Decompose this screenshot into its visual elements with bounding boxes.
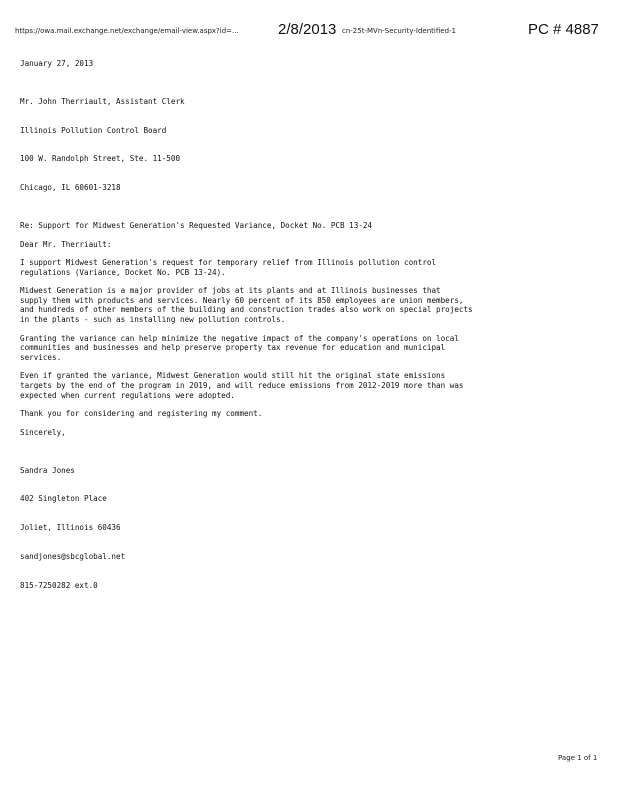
signature-phone: 815-7250282 ext.0 [20, 580, 98, 590]
letter-body [20, 59, 590, 619]
signature-email: sandjones@sbcglobal.net [20, 551, 126, 561]
closing: Sincerely, [20, 427, 66, 437]
header-tail: cn-25t-MVn-Security-Identified-1 [342, 27, 457, 35]
signature-block [20, 446, 590, 609]
signature-street: 402 Singleton Place [20, 494, 107, 504]
header-url: https://owa.mail.exchange.net/exchange/email-view.aspx?id=... [15, 27, 239, 35]
header-date: 2/8/2013 [278, 21, 337, 38]
recipient-org: Illinois Pollution Control Board [20, 125, 167, 135]
recipient-name: Mr. John Therriault, Assistant Clerk [20, 96, 185, 106]
page-indicator: Page 1 of 1 [558, 754, 598, 762]
body-paragraph: Even if granted the variance, Midwest Generation would still hit the original state emissions targets by the end of the program in 2019, and will reduce emissions from 2012-2019 more than was expected when current regulations were adopted. [20, 371, 464, 400]
body-paragraph: Midwest Generation is a major provider of jobs at its plants and at Illinois businesses that supply them with products and services. Nearly 60 percent of its 850 employees are union members, and hundreds of other members of the building and construction trades also work on special projects in the plants - such as installing new pollution controls. [20, 286, 473, 325]
body-paragraph: Granting the variance can help minimize the negative impact of the company's operations on local communities and businesses and help preserve property tax revenue for education and municipal services. [20, 333, 459, 362]
signature-city: Joliet, Illinois 60436 [20, 523, 121, 533]
recipient-address [20, 78, 590, 212]
recipient-city: Chicago, IL 60601-3218 [20, 183, 121, 193]
subject-line: Re: Support for Midwest Generation's Requested Variance, Docket No. PCB 13-24 [20, 220, 373, 230]
salutation: Dear Mr. Therriault: [20, 239, 112, 249]
signature-name: Sandra Jones [20, 465, 75, 475]
pc-number: PC # 4887 [528, 21, 599, 38]
recipient-street: 100 W. Randolph Street, Ste. 11-500 [20, 154, 181, 164]
body-paragraph: Thank you for considering and registering my comment. [20, 409, 263, 419]
body-paragraph: I support Midwest Generation's request for temporary relief from Illinois pollution control regulations (Variance, Docket No. PCB 13-24). [20, 258, 437, 277]
letter-date: January 27, 2013 [20, 59, 94, 68]
